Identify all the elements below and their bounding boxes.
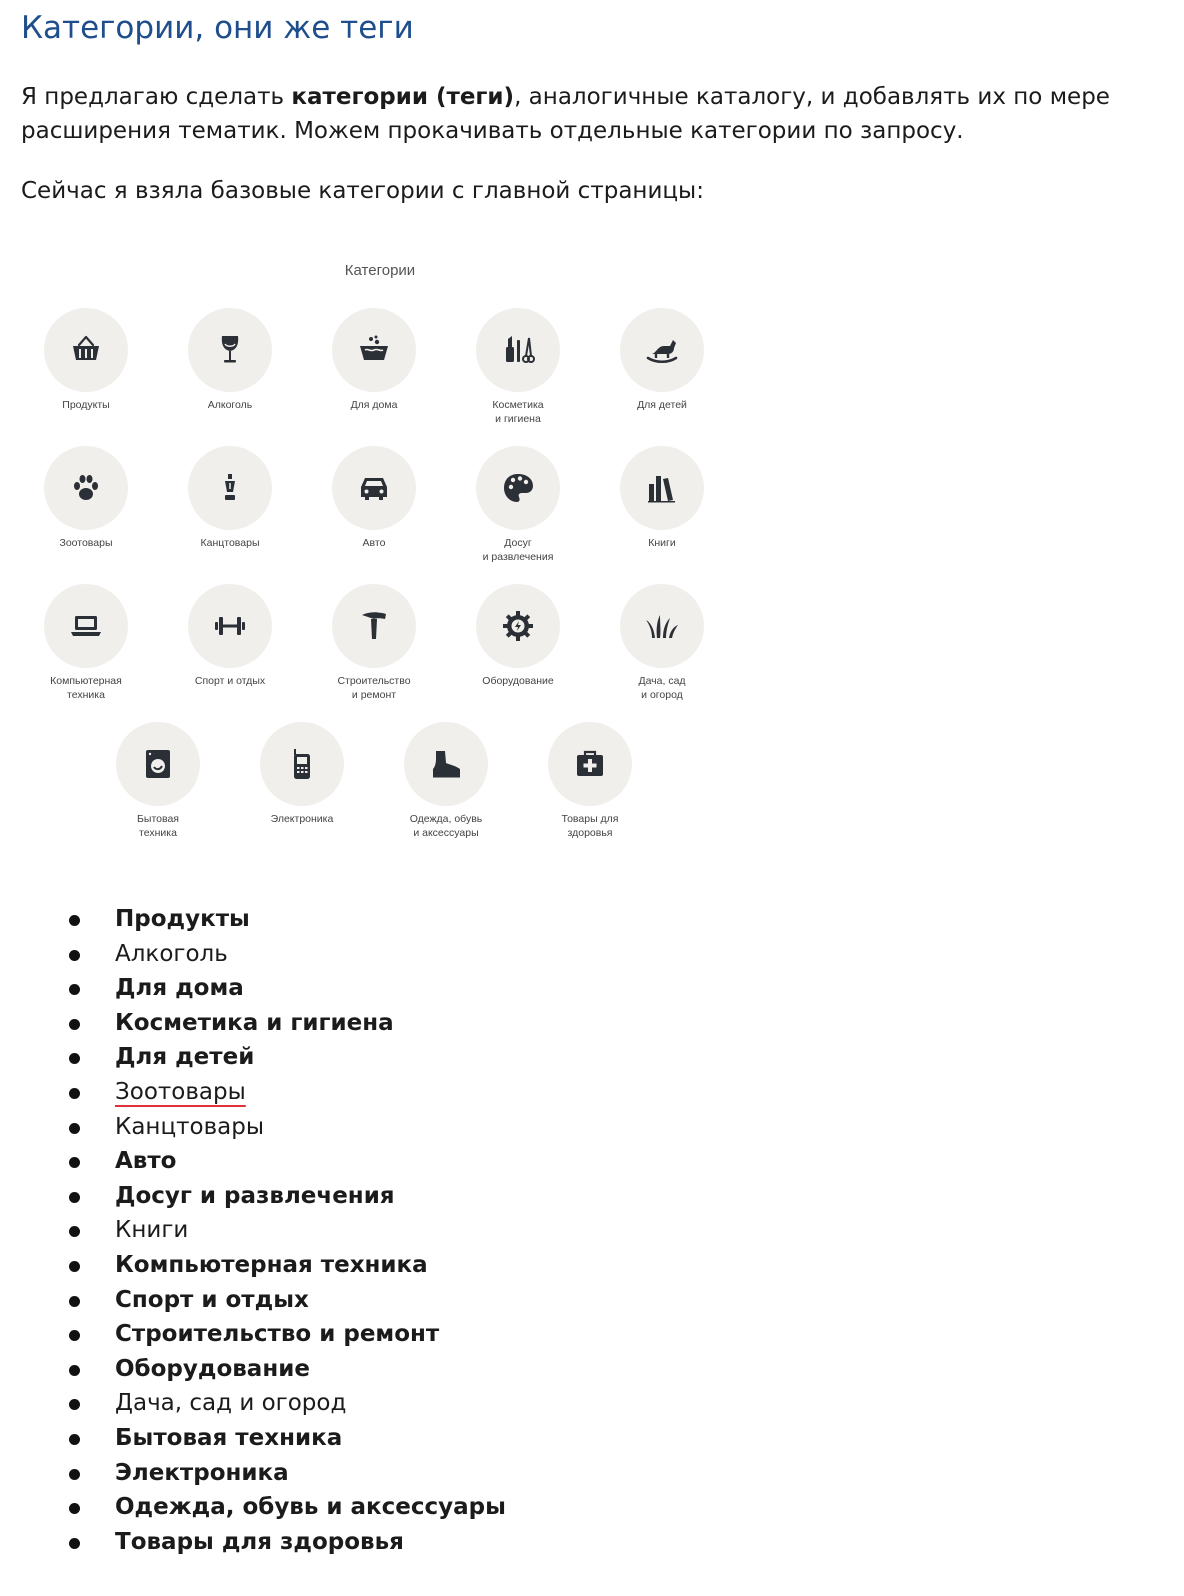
list-item-text: Досуг и развлечения bbox=[115, 1182, 395, 1209]
list-item bbox=[0, 1144, 506, 1179]
bullet-dot bbox=[69, 915, 80, 926]
category-label: Одежда, обувь и аксессуары bbox=[409, 813, 483, 839]
category-tile[interactable] bbox=[16, 584, 156, 702]
categories-list bbox=[0, 902, 506, 1559]
list-item bbox=[0, 1525, 506, 1560]
bullet-dot bbox=[69, 1434, 80, 1445]
list-item-text: Строительство и ремонт bbox=[115, 1321, 440, 1348]
list-item bbox=[0, 1456, 506, 1491]
category-tile[interactable] bbox=[160, 446, 300, 550]
category-tile[interactable] bbox=[16, 446, 156, 550]
categories-lead-paragraph: Сейчас я взяла базовые категории с главной страницы: bbox=[21, 178, 704, 204]
bullet-dot bbox=[69, 1330, 80, 1341]
bullet-dot bbox=[69, 1365, 80, 1376]
list-item bbox=[0, 1248, 506, 1283]
list-item bbox=[0, 1040, 506, 1075]
rocking-horse-icon bbox=[620, 308, 704, 392]
wine-glass-icon bbox=[188, 308, 272, 392]
category-tile[interactable] bbox=[88, 722, 228, 840]
palette-icon bbox=[476, 446, 560, 530]
boot-icon bbox=[404, 722, 488, 806]
intro-text-start: Я предлагаю сделать bbox=[21, 84, 292, 110]
list-item-text: Косметика и гигиена bbox=[115, 1009, 394, 1036]
hammer-icon bbox=[332, 584, 416, 668]
list-item bbox=[0, 1386, 506, 1421]
category-label: Авто bbox=[362, 537, 386, 549]
bullet-dot bbox=[69, 1053, 80, 1064]
category-tile[interactable] bbox=[448, 584, 588, 688]
pen-nib-icon bbox=[188, 446, 272, 530]
category-label: Для дома bbox=[350, 399, 398, 411]
intro-text-bold: категории (теги) bbox=[291, 84, 515, 110]
bullet-dot bbox=[69, 1399, 80, 1410]
bullet-dot bbox=[69, 1123, 80, 1134]
list-item-text: Дача, сад и огород bbox=[115, 1390, 347, 1417]
category-tile[interactable] bbox=[376, 722, 516, 840]
category-tile[interactable] bbox=[592, 308, 732, 412]
category-label: Товары для здоровья bbox=[561, 813, 619, 839]
paw-icon bbox=[44, 446, 128, 530]
washing-machine-icon bbox=[116, 722, 200, 806]
list-item-text: Электроника bbox=[115, 1459, 289, 1486]
list-item-text: Бытовая техника bbox=[115, 1424, 343, 1451]
categories-grid-title: Категории bbox=[344, 262, 416, 279]
list-item bbox=[0, 1490, 506, 1525]
bullet-dot bbox=[69, 1088, 80, 1099]
category-label: Строительство и ремонт bbox=[337, 675, 411, 701]
category-tile[interactable] bbox=[304, 584, 444, 702]
list-item bbox=[0, 1352, 506, 1387]
category-label: Канцтовары bbox=[200, 537, 260, 549]
list-item bbox=[0, 1317, 506, 1352]
basket-icon bbox=[44, 308, 128, 392]
category-tile[interactable] bbox=[160, 584, 300, 688]
washing-bowl-icon bbox=[332, 308, 416, 392]
category-label: Досуг и развлечения bbox=[482, 537, 554, 563]
category-tile[interactable] bbox=[232, 722, 372, 826]
list-item bbox=[0, 902, 506, 937]
list-item bbox=[0, 971, 506, 1006]
gear-icon bbox=[476, 584, 560, 668]
category-tile[interactable] bbox=[160, 308, 300, 412]
list-item-text: Продукты bbox=[115, 906, 250, 932]
category-tile[interactable] bbox=[304, 308, 444, 412]
laptop-icon bbox=[44, 584, 128, 668]
grass-icon bbox=[620, 584, 704, 668]
bullet-dot bbox=[69, 984, 80, 995]
category-label: Компьютерная техника bbox=[50, 675, 122, 701]
bullet-dot bbox=[69, 1019, 80, 1030]
list-item-text: Одежда, обувь и аксессуары bbox=[115, 1494, 506, 1521]
list-item-text: Оборудование bbox=[115, 1355, 310, 1382]
list-item bbox=[0, 937, 506, 972]
list-item bbox=[0, 1110, 506, 1145]
list-item bbox=[0, 1283, 506, 1318]
category-label: Алкоголь bbox=[207, 399, 253, 411]
list-item-text: Для дома bbox=[115, 975, 244, 1002]
bullet-dot bbox=[69, 1469, 80, 1480]
category-label: Дача, сад и огород bbox=[638, 675, 686, 701]
bullet-dot bbox=[69, 1503, 80, 1514]
list-item-text: Авто bbox=[115, 1148, 177, 1175]
list-item-text: Компьютерная техника bbox=[115, 1251, 428, 1278]
list-item-text: Товары для здоровья bbox=[115, 1528, 404, 1555]
dumbbell-icon bbox=[188, 584, 272, 668]
page-title: Категории, они же теги bbox=[21, 10, 414, 46]
list-item-text: Книги bbox=[115, 1217, 189, 1244]
list-item-text: Канцтовары bbox=[115, 1113, 264, 1140]
category-label: Для детей bbox=[637, 399, 687, 411]
category-label: Зоотовары bbox=[59, 537, 113, 549]
category-label: Косметика и гигиена bbox=[492, 399, 544, 425]
bullet-dot bbox=[69, 1296, 80, 1307]
list-item-text: Зоотовары bbox=[115, 1078, 246, 1105]
list-item bbox=[0, 1075, 506, 1110]
category-tile[interactable] bbox=[304, 446, 444, 550]
category-label: Продукты bbox=[62, 399, 110, 411]
car-icon bbox=[332, 446, 416, 530]
bullet-dot bbox=[69, 1192, 80, 1203]
bullet-dot bbox=[69, 1261, 80, 1272]
first-aid-kit-icon bbox=[548, 722, 632, 806]
intro-paragraph bbox=[21, 80, 1171, 148]
category-label: Книги bbox=[648, 537, 676, 549]
list-item-text: Алкоголь bbox=[115, 940, 228, 967]
cosmetics-icon bbox=[476, 308, 560, 392]
category-tile[interactable] bbox=[592, 584, 732, 702]
list-item bbox=[0, 1213, 506, 1248]
books-icon bbox=[620, 446, 704, 530]
mobile-phone-icon bbox=[260, 722, 344, 806]
list-item bbox=[0, 1421, 506, 1456]
list-item bbox=[0, 1006, 506, 1041]
category-tile[interactable] bbox=[448, 308, 588, 426]
category-label: Оборудование bbox=[482, 675, 554, 687]
bullet-dot bbox=[69, 1157, 80, 1168]
list-item bbox=[0, 1179, 506, 1214]
intro-text-end: , аналогичные каталогу, и добавлять их по мере расширения тематик. Можем прокачивать отдельные категории по запросу. bbox=[21, 84, 1110, 144]
category-tile[interactable] bbox=[16, 308, 156, 412]
bullet-dot bbox=[69, 1538, 80, 1549]
category-label: Спорт и отдых bbox=[194, 675, 266, 687]
list-item-text: Для детей bbox=[115, 1044, 255, 1071]
category-label: Электроника bbox=[270, 813, 334, 825]
category-tile[interactable] bbox=[592, 446, 732, 550]
list-item-text: Спорт и отдых bbox=[115, 1286, 309, 1313]
category-label: Бытовая техника bbox=[137, 813, 179, 839]
bullet-dot bbox=[69, 950, 80, 961]
category-tile[interactable] bbox=[448, 446, 588, 564]
category-tile[interactable] bbox=[520, 722, 660, 840]
bullet-dot bbox=[69, 1226, 80, 1237]
